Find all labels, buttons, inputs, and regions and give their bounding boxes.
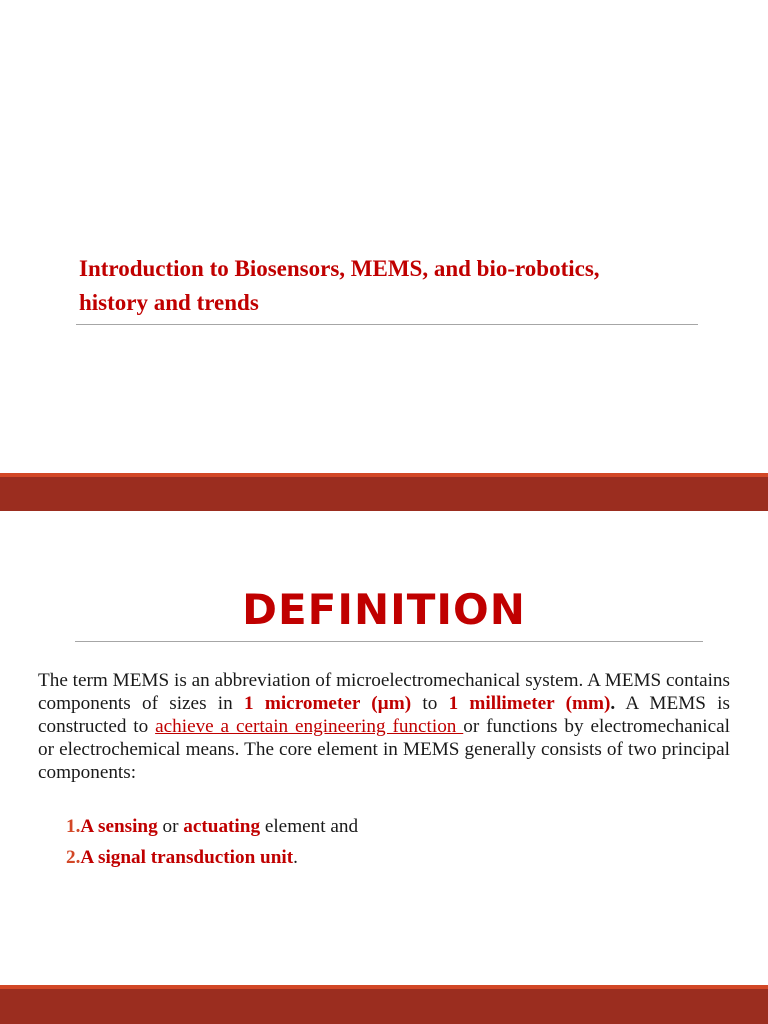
list-highlight: actuating: [183, 816, 261, 837]
list-item: [66, 845, 726, 876]
list-highlight: A signal transduction unit: [80, 847, 294, 868]
slide-separator-band: [0, 473, 768, 511]
slide-title-line-1: Introduction to Biosensors, MEMS, and bio-robotics,: [79, 256, 600, 281]
definition-paragraph: [38, 669, 730, 784]
components-list: [66, 814, 726, 876]
title-divider: [76, 324, 698, 325]
list-text: element and: [260, 816, 359, 837]
list-text: .: [293, 847, 298, 868]
list-highlight: A sensing: [80, 816, 158, 837]
slide-title-line-2: history and trends: [79, 290, 259, 315]
paragraph-text: A MEMS is constructed to: [38, 693, 730, 737]
paragraph-period: .: [610, 693, 616, 714]
size-min-highlight: 1 micrometer (µm): [244, 693, 412, 714]
engineering-function-link[interactable]: achieve a certain engineering function: [155, 716, 464, 737]
list-number: 1.: [66, 816, 81, 837]
band-accent-strip: [0, 473, 768, 477]
definition-heading: DEFINITION: [242, 585, 526, 634]
slide-title: [79, 252, 699, 320]
list-item: [66, 814, 726, 845]
bottom-band: [0, 985, 768, 1024]
band-accent-strip: [0, 985, 768, 989]
list-number: 2.: [66, 847, 81, 868]
list-text: or: [157, 816, 184, 837]
paragraph-text: The term MEMS is an abbreviation of microelectromechanical system. A MEMS contains components of sizes in: [38, 670, 730, 714]
paragraph-text: to: [411, 693, 449, 714]
size-max-highlight: 1 millimeter (mm): [448, 693, 611, 714]
heading-divider: [75, 641, 703, 642]
paragraph-text: or functions by electromechanical or electrochemical means. The core element in MEMS generally consists of two principal components:: [38, 716, 730, 783]
